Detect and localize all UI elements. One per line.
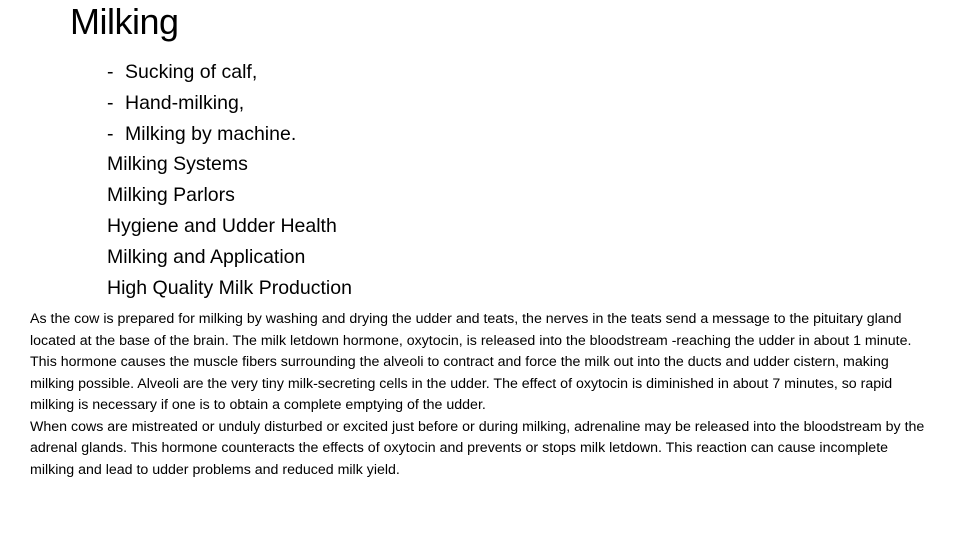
topic-item: Milking Parlors [107,184,235,207]
slide-title: Milking [70,1,179,42]
method-item [107,88,352,119]
topic-item: Milking and Application [107,245,306,268]
method-label: Hand-milking, [125,91,245,114]
bullet-list [107,57,352,303]
topic-item: High Quality Milk Production [107,276,352,299]
method-item [107,119,352,150]
paragraph-adrenaline: When cows are mistreated or unduly disturbed or excited just before or during milking, adrenaline may be released into the bloodstream by the adrenal glands. This hormone counteracts the effects of oxytocin and prevents or stops milk letdown. This reaction can cause incomplete milking and lead to udder problems and reduced milk yield. [30,418,925,478]
paragraph-letdown: As the cow is prepared for milking by washing and drying the udder and teats, the nerves in the teats send a message to the pituitary gland located at the base of the brain. The milk letdown hormone, oxytocin, is released into the bloodstream -reaching the udder in about 1 minute. This hormone causes the muscle fibers surrounding the alveoli to contract and force the milk out into the ducts and udder cistern, making milking possible. Alveoli are the very tiny milk-secreting cells in the udder. The effect of oxytocin is diminished in about 7 minutes, so rapid milking is necessary if one is to obtain a complete emptying of the udder. [30,311,912,413]
dash-marker: - [107,122,114,145]
topic-item: Hygiene and Udder Health [107,214,337,237]
topic-item: Milking Systems [107,153,248,176]
method-label: Sucking of calf, [125,61,258,83]
method-label: Milking by machine. [125,122,297,145]
method-item [107,57,352,88]
dash-marker: - [107,61,114,83]
dash-marker: - [107,91,114,114]
body-text [30,309,935,481]
